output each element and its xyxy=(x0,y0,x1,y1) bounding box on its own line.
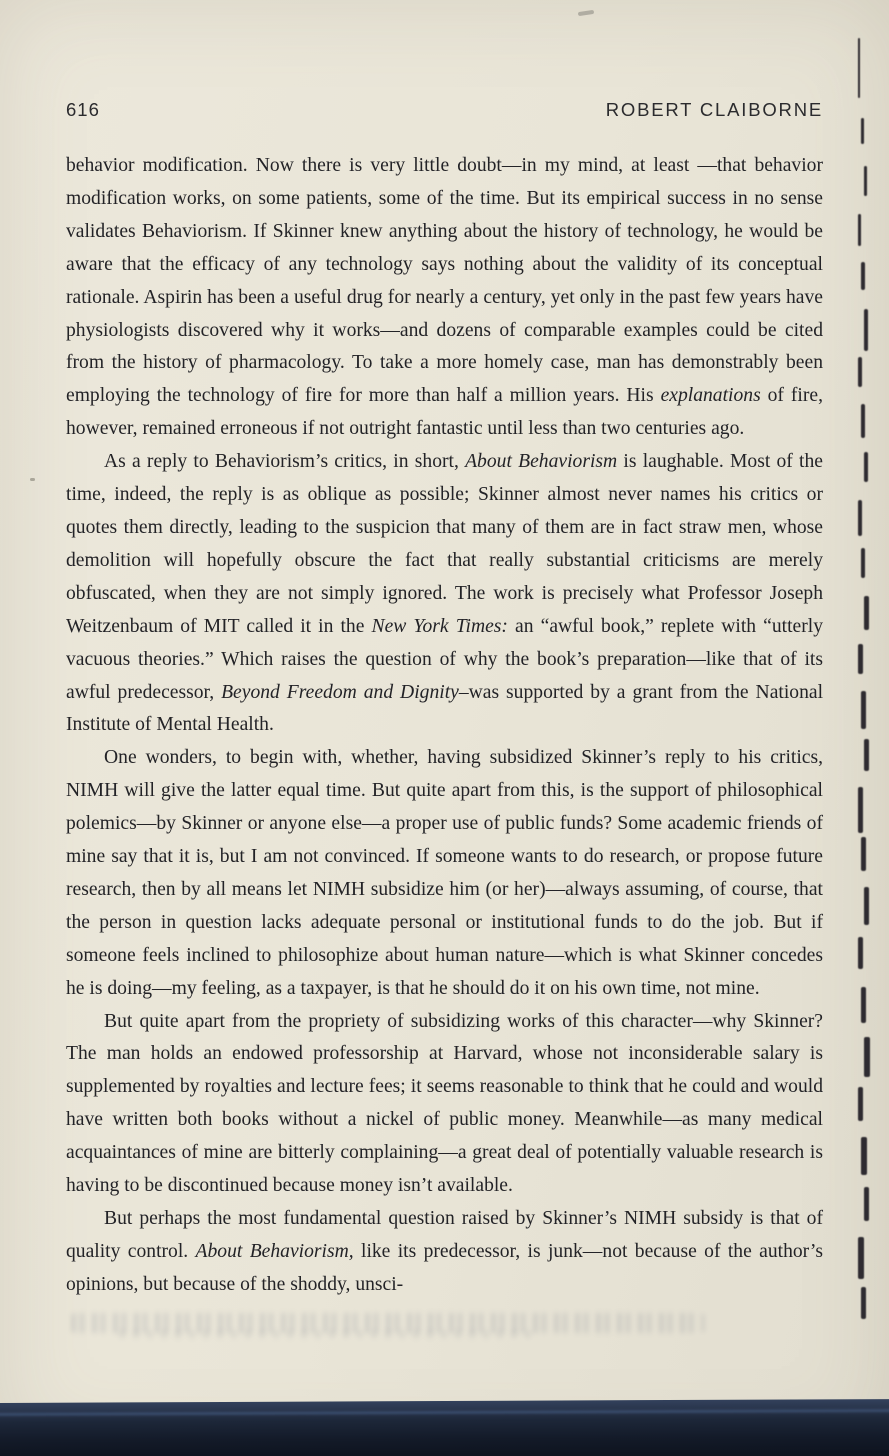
ink-show-through-faint xyxy=(120,1330,540,1338)
paragraph-text: One wonders, to begin with, whether, having subsidized Skinner’s reply to his critics, NIMH will give the latter equal time. But quite apart from this, is the support of philosophical polemics—by Skinner or anyone else—a proper use of public funds? Some academic friends of mine say that it is, but I am not convinced. If someone wants to do research, or propose future research, then by all means let NIMH subsidize him (or her)—always assuming, of course, that the person in question lacks adequate personal or institutional funds to do the job. But if someone feels inclined to philosophize about human nature—which is what Skinner concedes he is doing—my feeling, as a taxpayer, is that he should do it on his own time, not mine. xyxy=(66,747,823,999)
binding-dash xyxy=(858,787,863,833)
paragraph-text: of fire, however, remained erroneous if not outright fantastic until less than two centuries ago. xyxy=(66,385,823,440)
binding-dash xyxy=(861,1287,866,1319)
binding-dash xyxy=(864,309,868,351)
paragraph-text: As a reply to Behaviorism’s critics, in short, xyxy=(104,451,466,473)
binding-dash xyxy=(861,837,866,871)
binding-dash xyxy=(858,644,863,674)
binding-dash xyxy=(864,452,868,482)
paragraph-text: an “awful book,” replete with “utterly vacuous theories.” Which raises the question of why the book’s preparation—like that of its awful predecessor, xyxy=(66,615,823,703)
binding-dash xyxy=(861,1137,867,1175)
paragraph xyxy=(66,742,823,1005)
binding-dash xyxy=(861,691,866,729)
page-number: 616 xyxy=(66,99,100,120)
page-header xyxy=(66,99,823,121)
binding-dash xyxy=(858,937,863,969)
scan-speck-top xyxy=(578,10,594,16)
italic-run: About Behaviorism, xyxy=(195,1240,354,1262)
paragraph xyxy=(66,1203,823,1302)
binding-dash xyxy=(864,1037,870,1077)
scan-edge-streak xyxy=(0,1409,889,1416)
binding-dash xyxy=(861,404,865,438)
binding-dash xyxy=(864,596,869,630)
binding-dash xyxy=(861,987,866,1023)
binding-dash xyxy=(864,887,869,925)
binding-dash xyxy=(858,357,862,387)
italic-run: New York Times: xyxy=(371,615,508,637)
paragraph-text: But quite apart from the propriety of subsidizing works of this character—why Skinner? The man holds an endowed professorship at Harvard, whose not inconsiderable salary is supplemented by royalties and lecture fees; it seems reasonable to think that he could and would have written both books without a nickel of public money. Meanwhile—as many medical acquaintances of mine are bitterly complaining—a great deal of potentially valuable research is having to be discontinued because money isn’t available. xyxy=(66,1010,823,1197)
binding-dash xyxy=(864,739,869,771)
paragraph xyxy=(66,1006,823,1203)
scan-edge-bar xyxy=(0,1399,889,1456)
paragraph-text: is laughable. Most of the time, indeed, the reply is as oblique as possible; Skinner almost never names his critics or quotes them directly, leading to the suspicion that many of them are in fact straw men, whose demolition will hopefully obscure the fact that really substantial criticisms are merely obfuscated, when they are not simply ignored. The work is precisely what Professor Joseph Weitzenbaum of MIT called it in the xyxy=(66,451,823,637)
paragraph-text: like its predecessor, is junk—not because of the author’s opinions, but because of the shoddy, unsci- xyxy=(66,1240,823,1295)
paragraph-text: –was supported by a grant from the National Institute of Mental Health. xyxy=(66,681,824,736)
italic-run: Beyond Freedom and Dignity xyxy=(221,681,459,703)
binding-dash xyxy=(864,166,867,196)
binding-dash xyxy=(858,500,862,536)
paragraph-text: behavior modification. Now there is very little doubt—in my mind, at least —that behavior modification works, on some patients, some of the time. But its empirical success in no sense validates Behaviorism. If Skinner knew anything about the history of technology, he would be aware that the efficacy of any technology says nothing about the validity of its conceptual rationale. Aspirin has been a useful drug for nearly a century, yet only in the past few years have physiologists discovered why it works—and dozens of comparable examples could be cited from the history of pharmacology. To take a more homely case, man has demonstrably been employing the technology of fire for more than half a million years. His xyxy=(66,155,823,407)
body-text xyxy=(66,150,823,1302)
italic-run: About Behaviorism xyxy=(465,451,618,473)
italic-run: explanations xyxy=(660,385,761,407)
binding-dash xyxy=(858,1087,863,1121)
scan-speck-left xyxy=(30,478,35,481)
binding-dash xyxy=(864,1187,869,1221)
binding-dash xyxy=(858,1237,864,1279)
binding-dash xyxy=(861,262,865,290)
paragraph xyxy=(66,150,823,446)
binding-dash xyxy=(858,38,860,98)
running-head: ROBERT CLAIBORNE xyxy=(605,99,823,120)
binding-dash xyxy=(858,214,861,246)
paragraph xyxy=(66,446,823,742)
binding-dash xyxy=(861,548,865,578)
binding-dash xyxy=(861,118,864,144)
paragraph-text: But perhaps the most fundamental question raised by Skinner’s NIMH subsidy is that of quality control. xyxy=(66,1208,823,1262)
